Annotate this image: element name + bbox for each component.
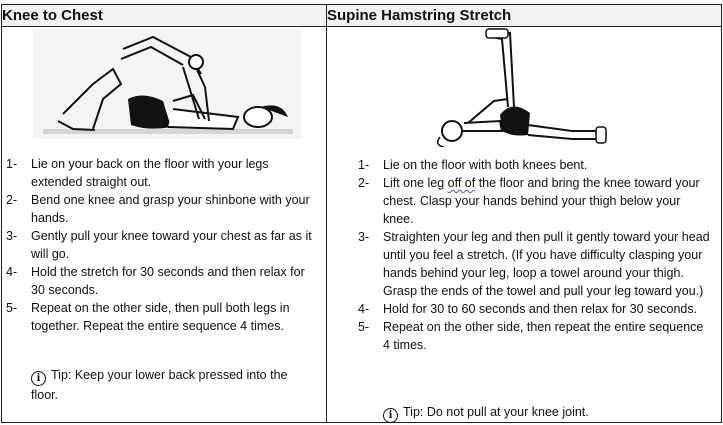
hamstring-stretch-tip xyxy=(383,403,703,423)
step-item xyxy=(358,174,710,228)
info-icon: i xyxy=(31,371,46,386)
step-item xyxy=(6,155,312,191)
knee-to-chest-steps xyxy=(6,155,312,335)
step-number: 4- xyxy=(6,265,18,279)
step-number: 1- xyxy=(358,158,370,172)
step-item xyxy=(358,300,710,318)
step-text-start: Lift one leg xyxy=(383,176,448,190)
step-text: Straighten your leg and then pull it gently toward your head until you feel a stretch. (If you have difficulty clasping your hands behind your leg, loop a towel around your thigh. Grasp the ends of the towel and pull your leg toward you.) xyxy=(383,230,710,298)
step-number: 4- xyxy=(358,302,370,316)
hamstring-stretch-title: Supine Hamstring Stretch xyxy=(327,5,722,27)
info-icon: i xyxy=(383,408,398,423)
grammar-flagged-text: off of xyxy=(447,176,476,190)
tip-text: Tip: Do not pull at your knee joint. xyxy=(403,405,589,419)
step-number: 1- xyxy=(6,157,18,171)
hamstring-stretch-steps xyxy=(358,156,710,354)
step-item xyxy=(6,299,312,335)
knee-to-chest-illustration xyxy=(33,29,301,139)
hamstring-stretch-illustration xyxy=(432,27,612,147)
step-number: 3- xyxy=(358,230,370,244)
step-number: 5- xyxy=(358,320,370,334)
exercise-table xyxy=(1,4,722,423)
step-text: Hold for 30 to 60 seconds and then relax for 30 seconds. xyxy=(383,302,698,316)
knee-to-chest-tip xyxy=(31,366,311,404)
step-item xyxy=(6,263,312,299)
step-text: Lie on your back on the floor with your legs extended straight out. xyxy=(31,157,269,189)
step-text: Bend one knee and grasp your shinbone with your hands. xyxy=(31,193,310,225)
knee-to-chest-cell xyxy=(2,27,326,422)
tip-text: Tip: Keep your lower back pressed into the floor. xyxy=(31,368,288,402)
step-number: 5- xyxy=(6,301,18,315)
step-item xyxy=(358,228,710,300)
step-item xyxy=(358,156,710,174)
step-item xyxy=(6,227,312,263)
step-text: Hold the stretch for 30 seconds and then relax for 30 seconds. xyxy=(31,265,305,297)
step-text: Repeat on the other side, then pull both legs in together. Repeat the entire sequence 4 times. xyxy=(31,301,290,333)
step-item xyxy=(6,191,312,227)
step-text: Gently pull your knee toward your chest as far as it will go. xyxy=(31,229,312,261)
hamstring-stretch-cell xyxy=(327,27,721,422)
knee-to-chest-title: Knee to Chest xyxy=(2,5,327,27)
step-number: 3- xyxy=(6,229,18,243)
step-number: 2- xyxy=(358,176,370,190)
step-text: Lie on the floor with both knees bent. xyxy=(383,158,588,172)
step-text: Repeat on the other side, then repeat the entire sequence 4 times. xyxy=(383,320,704,352)
step-item xyxy=(358,318,710,354)
step-text-end: the floor and bring the knee toward your chest. Clasp your hands behind your thigh below your knee. xyxy=(383,176,700,226)
step-number: 2- xyxy=(6,193,18,207)
